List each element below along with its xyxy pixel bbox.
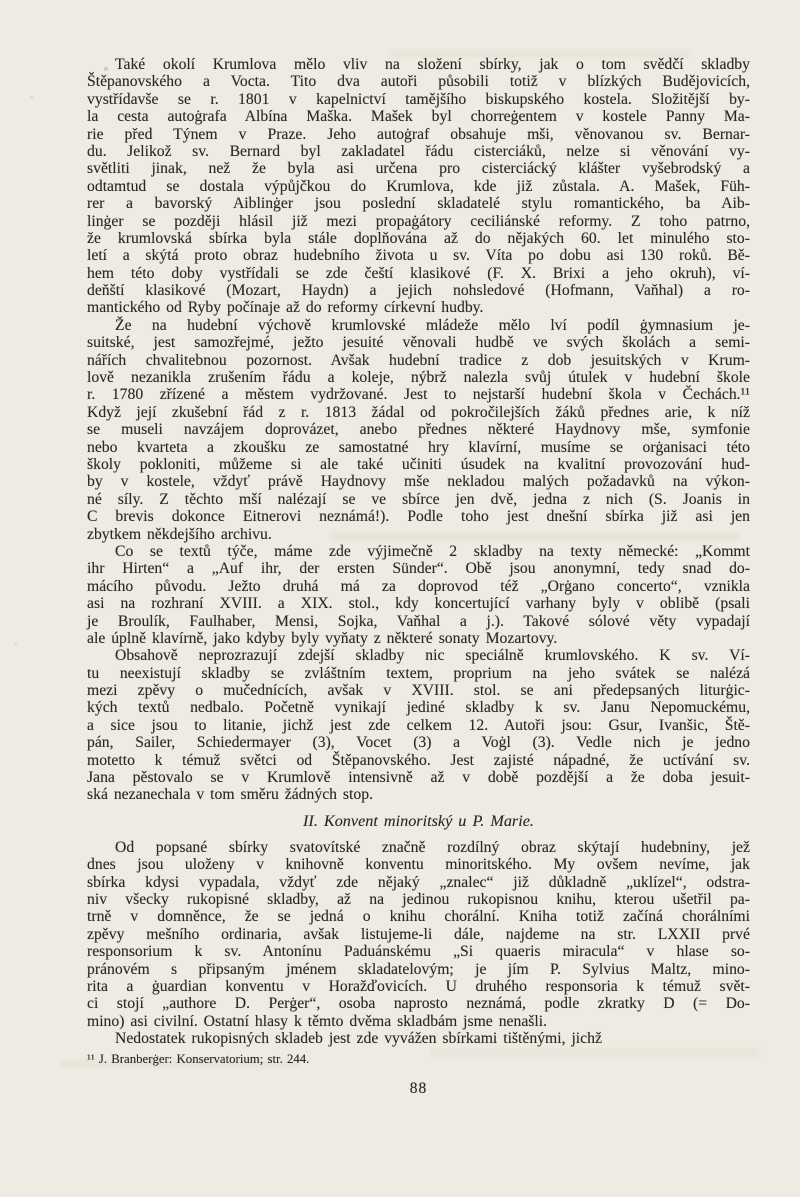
- text-line: lově nezanikla zrušením řádu a koleje, nýbrž nalezla svůj útulek v hudební škole: [87, 369, 750, 387]
- text-line: mácího původu. Ježto druhá má za doprovod též „Orġano concerto“, vznikla: [87, 577, 750, 595]
- text-line: motetto k témuž světci od Štěpanovského. Jest zajisté nápadné, že uctívání sv.: [87, 751, 750, 769]
- text-line: by v kostele, vždyť právě Haydnovy mše nekladou malých požadavků na výkon-: [87, 473, 750, 491]
- text-line: la cesta autoġrafa Albína Maška. Mašek byl chorreġentem v kostele Panny Ma-: [87, 108, 750, 126]
- text-line: ská nezanechala v tom směru žádných stop.: [87, 786, 373, 804]
- paper-speck: [14, 642, 17, 645]
- text-line: Štěpanovského a Vocta. Tito dva autoři působili totiž v blízkých Budějovicích,: [87, 73, 750, 91]
- text-line: školy pokloniti, můžeme si ale také učiniti úsudek na kvalitní provozování hud-: [87, 455, 750, 473]
- text-line: C brevis dokonce Eitnerovi neznámá!). Podle toho jest dnešní sbírka již asi jen: [87, 508, 750, 526]
- text-line: né síly. Z těchto mší nalézají se ve sbírce jen dvě, jedna z nich (S. Joanis in: [87, 490, 750, 508]
- text-line: Od popsané sbírky svatovítské značně rozdílný obraz skýtají hudebniny, jež: [115, 838, 750, 856]
- text-line: Co se textů týče, máme zde výjimečně 2 skladby na texty německé: „Kommt: [115, 542, 750, 560]
- text-line: a sice jsou to litanie, jichž jest zde celkem 12. Autoři jsou: Gsur, Ivanšic, Ště-: [87, 716, 750, 734]
- text-line: pránovém s připsaným jménem skladatelovým; je jím P. Sylvius Maltz, mino-: [87, 960, 750, 978]
- text-line: se museli navzájem doprovázet, anebo přednes některé Haydnovy mše, symfonie: [87, 421, 750, 439]
- text-line: rer a bavorský Aiblinġer jsou poslední skladatelé stylu romantického, ba Aib-: [87, 195, 750, 213]
- text-line: Jana pěstovalo se v Krumlově intensivně až v době pozdější a že doba jesuit-: [87, 769, 750, 787]
- text-line: mantického od Ryby počínaje až do reformy církevní hudby.: [87, 299, 484, 317]
- text-line: linġer se později hlásil již mezi propaġátory ceciliánské reformy. Z toho patrno,: [87, 212, 750, 230]
- text-line: suitské, jest samozřejmé, ježto jesuité věnovali hudbě ve svých školách a semi-: [87, 334, 750, 352]
- text-line: niv všecky rukopisné skladby, až na jedinou rukopisnou knihu, kterou ušetřil pa-: [87, 890, 750, 908]
- text-line: Také okolí Krumlova mělo vliv na složení sbírky, jak o tom svědčí skladby: [115, 56, 750, 73]
- text-line: trně v domněnce, že se jedná o knihu chorální. Kniha totiž začíná chorálními: [87, 908, 750, 926]
- paragraph: [87, 647, 750, 804]
- page-number: 88: [409, 1080, 428, 1098]
- text-line: rita a ġuardian konventu v Horažďovicích. U druhého responsoria k témuž svět-: [87, 977, 750, 995]
- text-line: Nedostatek rukopisných skladeb jest zde vyvážen sbírkami tištěnými, jichž: [115, 1030, 602, 1048]
- text-line: zbytkem někdejšího archivu.: [87, 525, 272, 543]
- text-line: je Broulík, Faulhaber, Mensi, Sojka, Vaňhal a j.). Takové sólové věty vypadají: [87, 612, 750, 630]
- text-line: odtamtud se dostala výpůjčkou do Krumlova, kde již zůstala. A. Mašek, Füh-: [87, 177, 750, 195]
- text-line: nebo kvarteta a zkoušku ze samostatné hry klavírní, musíme se orġanisaci této: [87, 438, 750, 456]
- paragraph: [87, 543, 750, 647]
- paragraphs-container: [87, 56, 750, 1047]
- footnote: ¹¹ J. Branberġer: Konservatorium; str. 244.: [87, 1052, 310, 1067]
- text-line: responsorium k sv. Antonínu Paduánskému „Si quaeris miracula“ v hlase so-: [87, 943, 750, 961]
- text-line: vystřídavše se r. 1801 v kapelnictví tamějšího biskupského kostela. Složitější by-: [87, 90, 750, 108]
- text-line: zpěvy mešního ordinaria, avšak listujeme-li dále, najdeme na str. LXXII prvé: [87, 925, 750, 943]
- text-line: ale úplně klavírně, jako kdyby byly vyňaty z některé sonaty Mozartovy.: [87, 629, 558, 647]
- text-line: světliti jinak, než že byla asi určena pro cisterciácký klášter vyšebrodský a: [87, 160, 750, 178]
- paragraph: [87, 839, 750, 1030]
- text-line: asi na rozhraní XVIII. a XIX. stol., kdy koncertující varhany byly v oblibě (psali: [87, 595, 750, 613]
- text-column: [87, 56, 750, 1098]
- text-line: Obsahově neprozrazují zdejší skladby nic speciálně krumlovského. K sv. Ví-: [115, 647, 750, 665]
- text-line: mino) asi civilní. Ostatní hlasy k těmto dvěma skladbám jsme nenašli.: [87, 1012, 548, 1030]
- text-line: pán, Sailer, Schiedermayer (3), Vocet (3) a Voġl (3). Vedle nich je jedno: [87, 734, 750, 752]
- text-line: mezi zpěvy o mučednících, avšak v XVIII. stol. se ani předepsaných liturġic-: [87, 682, 750, 700]
- text-line: ci stojí „authore D. Perġer“, osoba naprosto neznámá, podle zkratky D (= Do-: [87, 995, 750, 1013]
- text-line: Když její zkušební řád z r. 1813 žádal od pokročilejších žáků přednes arie, k níž: [87, 403, 750, 421]
- text-line: letí a skýtá proto obraz hudebního života u sv. Víta po dobu asi 130 roků. Bě-: [87, 247, 750, 265]
- text-line: ihr Hirten“ a „Auf ihr, der ersten Sünder“. Obě jsou anonymní, tedy snad do-: [87, 560, 750, 578]
- text-line: že krumlovská sbírka byla stále doplňována až do nějakých 60. let minulého sto-: [87, 229, 750, 247]
- paragraph: [87, 56, 750, 317]
- text-line: r. 1780 zřízené a městem vydržované. Jest to nejstarší hudební škola v Čechách.¹¹: [87, 386, 750, 404]
- section-heading: II. Konvent minoritský u P. Marie.: [303, 811, 534, 830]
- text-line: du. Jelikož sv. Bernard byl zakladatel řádu cisterciáků, nelze si věnování vy-: [87, 142, 750, 160]
- paper-speck: [30, 96, 33, 99]
- text-line: rie před Týnem v Praze. Jeho autoġraf obsahuje mši, věnovanou sv. Bernar-: [87, 125, 750, 143]
- text-line: Že na hudební výchově krumlovské mládeže mělo lví podíl ġymnasium je-: [115, 316, 750, 334]
- text-line: dnes jsou uloženy v knihovně konventu minoritského. My ovšem nevíme, jak: [87, 856, 750, 874]
- text-line: kých textů nedbalo. Početně vynikají jediné skladby k sv. Janu Nepomuckému,: [87, 699, 750, 717]
- paragraph: [87, 1030, 750, 1047]
- text-line: nářích chvalitebnou pozornost. Avšak hudební tradice z dob jesuitských v Krum-: [87, 351, 750, 369]
- paragraph: [87, 317, 750, 543]
- text-line: tu neexistují skladby se zvláštním textem, proprium na jeho svátek se nalézá: [87, 664, 750, 682]
- text-line: hem této doby vystřídali se zde čeští klasikové (F. X. Brixi a jeho okruh), ví-: [87, 264, 750, 282]
- text-line: sbírka kdysi vypadala, vždyť zde nějaký „znalec“ již důkladně „uklízel“, odstra-: [87, 873, 750, 891]
- text-line: deňští klasikové (Mozart, Haydn) a jejich nohsledové (Hofmann, Vaňhal) a ro-: [87, 282, 750, 300]
